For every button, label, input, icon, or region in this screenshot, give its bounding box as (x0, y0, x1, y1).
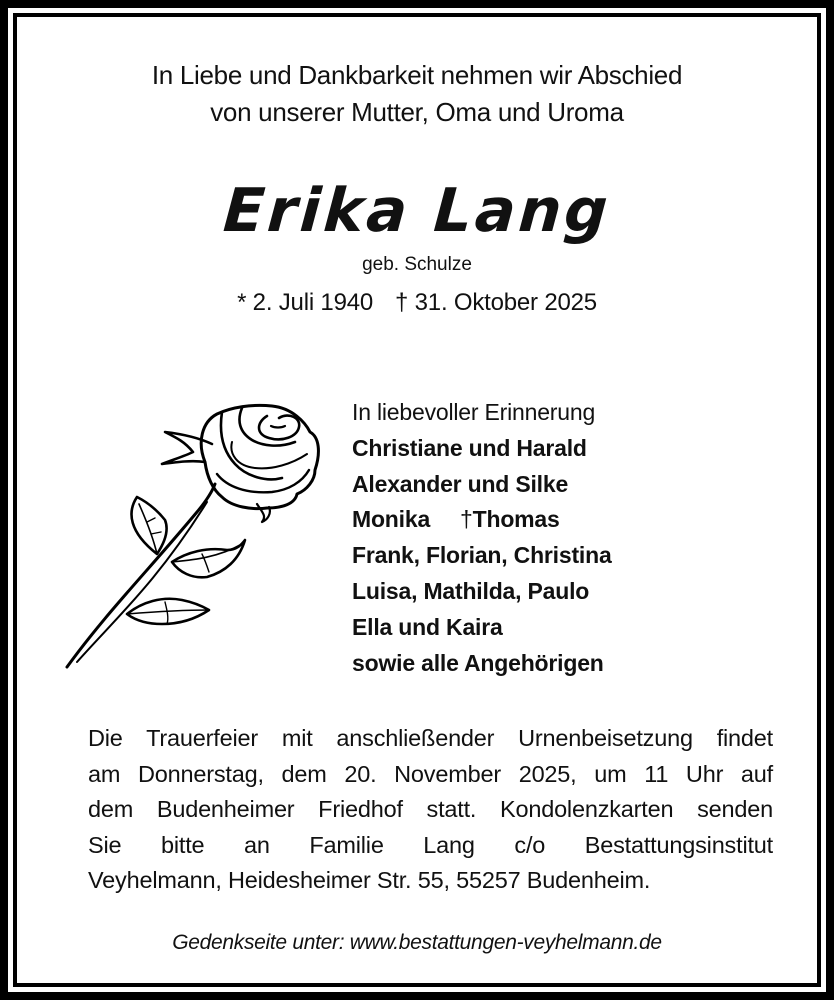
rose-icon (57, 382, 357, 682)
mourner-line: Luisa, Mathilda, Paulo (352, 577, 590, 604)
announcement-line: dem Budenheimer Friedhof statt. Kondolenzkarten senden (88, 796, 773, 822)
announcement-line: am Donnerstag, dem 20. November 2025, um 11 Uhr auf (88, 760, 773, 787)
mourner-line (352, 502, 612, 538)
deceased-partner-name (460, 506, 560, 532)
mourners-lead: In liebevoller Erinnerung (352, 399, 596, 425)
announcement-line: Veyhelmann, Heidesheimer Str. 55, 55257 Budenheim. (88, 867, 651, 893)
memorial-page-link[interactable]: Gedenkseite unter: www.bestattungen-veyhelmann.de (172, 931, 662, 954)
intro-text (17, 57, 817, 131)
birth-date: * 2. Juli 1940 (237, 289, 374, 316)
mourner-line: Frank, Florian, Christina (352, 542, 612, 569)
cross-icon: † (460, 506, 473, 533)
life-dates (17, 287, 817, 319)
mourner-line: Alexander und Silke (352, 470, 569, 497)
funeral-announcement (88, 721, 773, 899)
death-date: † 31. Oktober 2025 (395, 289, 597, 316)
obituary-card (17, 17, 817, 983)
mourner-name: Monika (352, 506, 431, 533)
intro-line-2: von unserer Mutter, Oma und Uroma (210, 97, 624, 127)
intro-line-1: In Liebe und Dankbarkeit nehmen wir Abschied (151, 60, 683, 90)
mourner-line: Ella und Kaira (352, 613, 503, 640)
announcement-line: Sie bitte an Familie Lang c/o Bestattungsinstitut (88, 831, 773, 858)
maiden-name: geb. Schulze (362, 254, 472, 275)
deceased-name: Erika Lang (221, 176, 613, 246)
announcement-line: Die Trauerfeier mit anschließender Urnenbeisetzung findet (88, 725, 773, 751)
partner-name: Thomas (472, 506, 560, 533)
mourners-list (352, 395, 612, 681)
mourner-line: Christiane und Harald (352, 434, 587, 461)
mourner-line: sowie alle Angehörigen (352, 649, 604, 676)
